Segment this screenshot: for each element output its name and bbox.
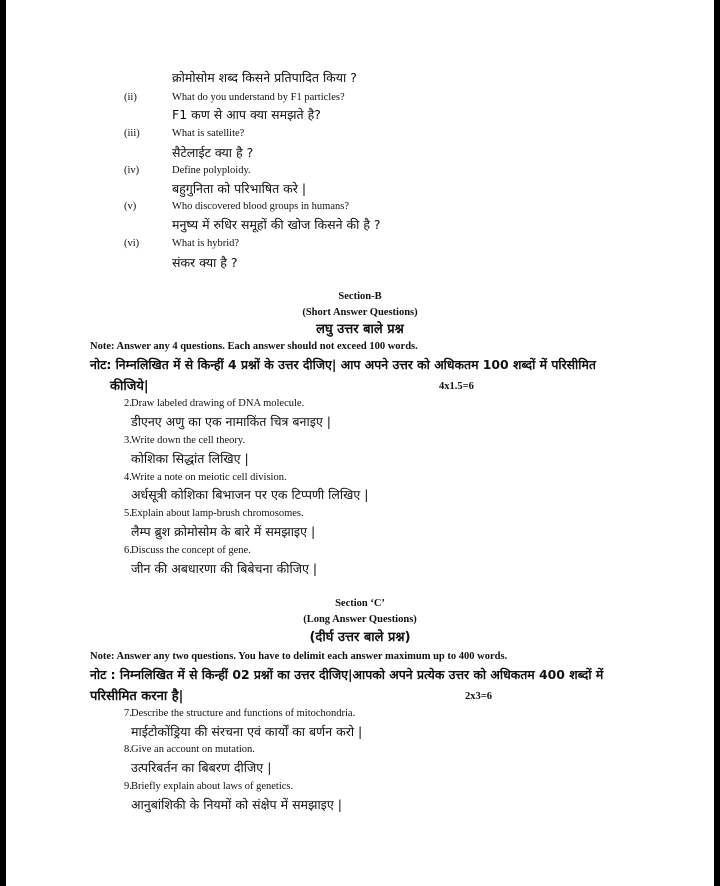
question-text: Briefly explain about laws of genetics. bbox=[131, 781, 294, 792]
section-c-note-hi-line2: परिसीमित करना है| bbox=[90, 689, 184, 704]
question-hindi: डीएनए अणु का एक नामाकिंत चित्र बनाइए | bbox=[131, 414, 331, 429]
question-hindi: सैटेलाईट क्या है ? bbox=[172, 145, 254, 160]
question-hindi: माईटोकोंड्रिया की संरचना एवं कार्यों का बर्णन करो | bbox=[131, 724, 363, 739]
question-text: Write down the cell theory. bbox=[131, 435, 246, 446]
section-b-hindi-title: लघु उत्तर बाले प्रश्न bbox=[316, 322, 404, 337]
section-b-subtitle: (Short Answer Questions) bbox=[302, 307, 418, 318]
question-hindi: जीन की अबधारणा की बिबेचना कीजिए | bbox=[131, 561, 318, 576]
section-b-title: Section-B bbox=[338, 291, 382, 302]
section-b-note-hi-line2: कीजिये| bbox=[110, 379, 149, 394]
question-number: 6. bbox=[124, 545, 132, 556]
question-text: What do you understand by F1 particles? bbox=[172, 92, 345, 103]
section-c-subtitle: (Long Answer Questions) bbox=[303, 614, 417, 625]
section-c-note-en: Note: Answer any two questions. You have to delimit each answer maximum up to 400 words. bbox=[90, 651, 508, 662]
section-c-hindi-title: (दीर्घ उत्तर बाले प्रश्न) bbox=[309, 630, 411, 645]
question-text: What is hybrid? bbox=[172, 238, 240, 249]
question-text: Who discovered blood groups in humans? bbox=[172, 201, 350, 212]
question-text: Write a note on meiotic cell division. bbox=[131, 472, 287, 483]
section-b-note-en: Note: Answer any 4 questions. Each answer should not exceed 100 words. bbox=[90, 341, 418, 352]
question-hindi: संकर क्या है ? bbox=[172, 255, 238, 270]
question-text: What is satellite? bbox=[172, 128, 245, 139]
section-c-note-hi-line1: नोट : निम्नलिखित में से किन्हीं 02 प्रश्नों का उत्तर दीजिए|आपको अपने प्रत्येक उत्तर को अधिकतम 400 शब्दों में bbox=[90, 667, 604, 682]
question-number: 3. bbox=[124, 435, 132, 446]
question-text: Discuss the concept of gene. bbox=[131, 545, 251, 556]
question-number: 8. bbox=[124, 744, 132, 755]
question-number: (vi) bbox=[124, 238, 140, 249]
question-text: Describe the structure and functions of mitochondria. bbox=[131, 708, 356, 719]
question-number: 2. bbox=[124, 398, 132, 409]
question-hindi: F1 कण से आप क्या समझते है? bbox=[172, 107, 321, 122]
question-hindi: बहुगुनिता को परिभाषित करे | bbox=[172, 181, 307, 196]
question-number: 4. bbox=[124, 472, 132, 483]
question-text: Draw labeled drawing of DNA molecule. bbox=[131, 398, 305, 409]
question-hindi: आनुबांशिकी के नियमों को संक्षेप में समझाइए | bbox=[131, 797, 342, 812]
question-hindi: मनुष्य में रुधिर समूहों की खोज किसने की है ? bbox=[172, 217, 381, 232]
question-number: (v) bbox=[124, 201, 137, 212]
question-text: Explain about lamp-brush chromosomes. bbox=[131, 508, 304, 519]
question-hindi: लैम्प ब्रुश क्रोमोसोम के बारे में समझाइए | bbox=[131, 524, 316, 539]
question-number: (ii) bbox=[124, 92, 137, 103]
section-b-note-hi-line1: नोट: निम्नलिखित में से किन्हीं 4 प्रश्नों के उत्तर दीजिए| आप अपने उत्तर को अधिकतम 100 शब्दों में परिसीमित bbox=[90, 357, 596, 372]
section-b-marks: 4x1.5=6 bbox=[439, 381, 474, 392]
section-c-marks: 2x3=6 bbox=[465, 691, 492, 702]
question-number: (iv) bbox=[124, 165, 140, 176]
question-hindi: कोशिका सिद्धांत लिखिए | bbox=[131, 451, 249, 466]
question-number: 5. bbox=[124, 508, 132, 519]
question-hindi: उत्परिबर्तन का बिबरण दीजिए | bbox=[131, 760, 272, 775]
question-text: Define polyploidy. bbox=[172, 165, 251, 176]
question-number: 9. bbox=[124, 781, 132, 792]
question-number: (iii) bbox=[124, 128, 140, 139]
question-number: 7. bbox=[124, 708, 132, 719]
section-c-title: Section ‘C’ bbox=[335, 598, 385, 609]
question-text: Give an account on mutation. bbox=[131, 744, 255, 755]
question-hindi: अर्धसूत्री कोशिका बिभाजन पर एक टिप्पणी लिखिए | bbox=[131, 487, 369, 502]
document-page bbox=[6, 0, 714, 886]
question-i-hindi: क्रोमोसोम शब्द किसने प्रतिपादित किया ? bbox=[172, 70, 357, 85]
